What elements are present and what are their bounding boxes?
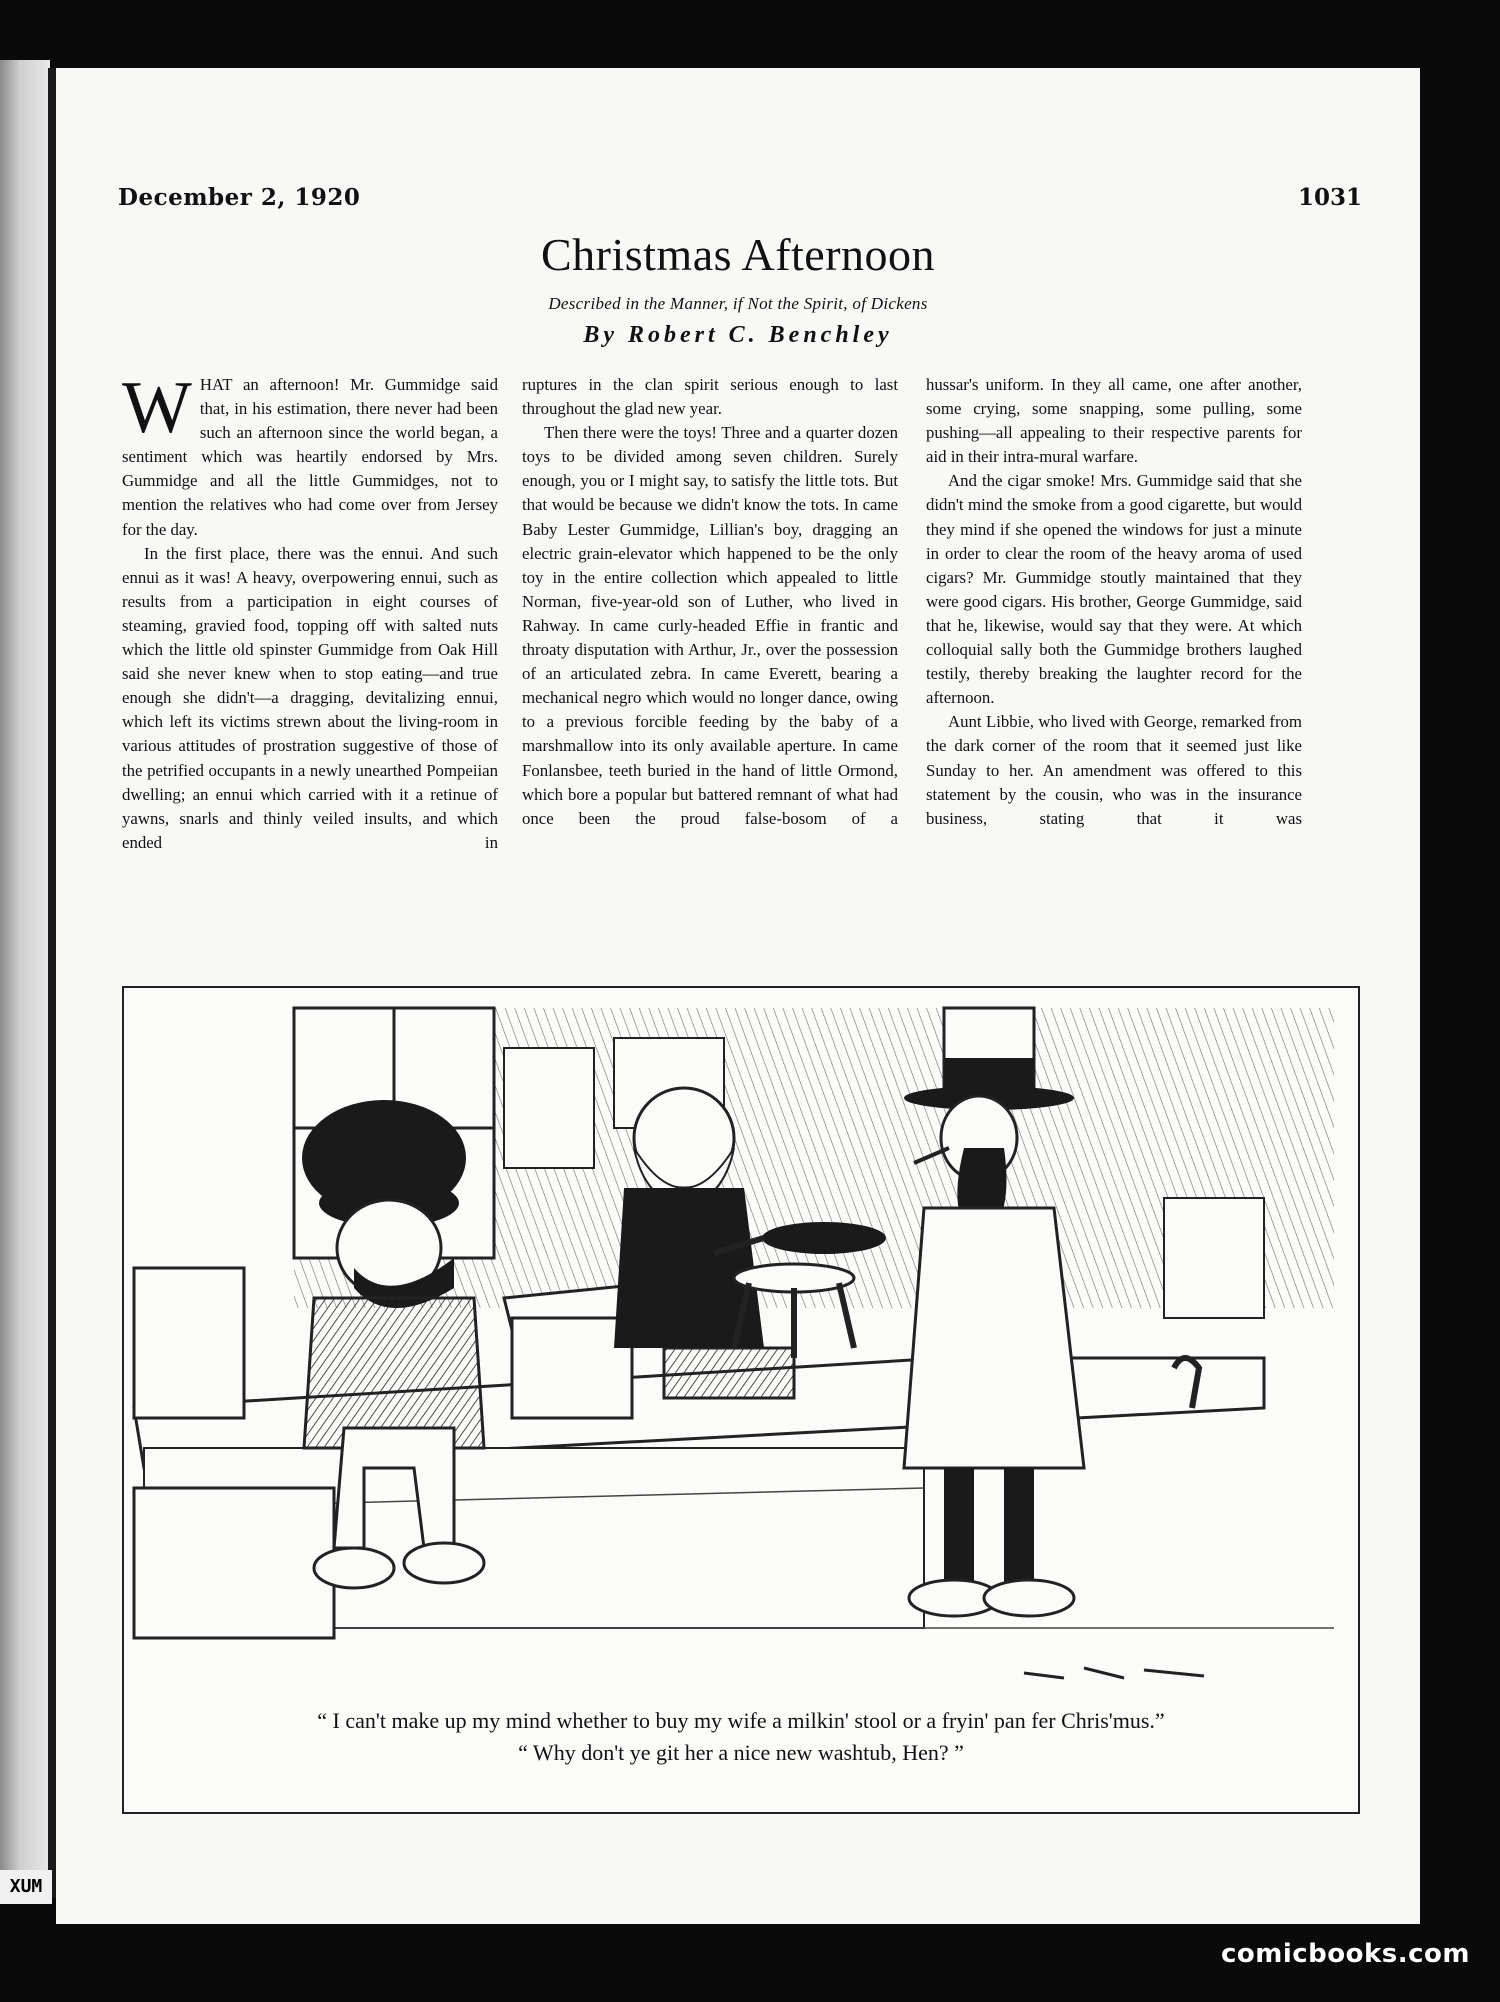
text-column-1 [122, 367, 498, 855]
paragraph: ruptures in the clan spirit serious enough to last throughout the glad new year. [522, 375, 898, 419]
site-watermark: comicbooks.com [1220, 1939, 1470, 1969]
paragraph: HAT an afternoon! Mr. Gummidge said that, in his estimation, there never had been such an afternoon since the world began, a sentiment which was heartily endorsed by Mrs. Gummidge and all the little Gummidges, not to mention the relatives who had come over from Jersey for the day. [122, 375, 498, 539]
standing-man-coat [904, 1208, 1084, 1468]
running-head [118, 184, 1362, 224]
frying-pan [762, 1222, 886, 1254]
article-subtitle: Described in the Manner, if Not the Spirit, of Dickens [548, 294, 928, 313]
article-byline: By Robert C. Benchley [583, 322, 893, 348]
paragraph: Aunt Libbie, who lived with George, remarked from the dark corner of the room that it seemed just like Sunday to her. An amendment was offered to this statement by the cousin, who was in the insurance business, stating that it was [926, 712, 1302, 828]
text-column-3 [926, 373, 1302, 831]
milking-stool [734, 1264, 854, 1292]
cartoon-illustration [122, 986, 1360, 1814]
paragraph: And the cigar smoke! Mrs. Gummidge said that she didn't mind the smoke from a good cigarette, but would they mind if she opened the windows for just a minute in order to clear the room of the heavy aroma of used cigars? Mr. Gummidge stoutly maintained that they were good cigars. His brother, George Gummidge, said that he, likewise, would say that they were. At which colloquial sally both the Gummidge brothers laughed testily, thereby breaking the laughter record for the afternoon. [926, 471, 1302, 708]
page-gutter-shadow [48, 68, 56, 1898]
issue-date: December 2, 1920 [118, 184, 361, 211]
paragraph: hussar's uniform. In they all came, one after another, some crying, some snapping, some pulling, some pushing—all appealing to their respective parents for aid in their intra-mural warfare. [926, 375, 1302, 467]
book-spine [0, 60, 50, 1900]
text-column-2 [522, 373, 898, 831]
cartoon-drawing [124, 988, 1358, 1708]
artist-signature [1024, 1668, 1204, 1678]
page-number: 1031 [1297, 184, 1362, 211]
shelf-boxes [504, 1048, 594, 1168]
paragraph: In the first place, there was the ennui. And such ennui as it was! A heavy, overpowering ennui, such as results from a participation in eight courses of steaming, gravied food, topping off with salted nuts which the little old spinster Gummidge from Oak Hill said she never knew when to stop eating—and true enough she didn't—a dragging, devitalizing ennui, which left its victims strewn about the living-room in various attitudes of prostration suggestive of those of the petrified occupants in a newly unearthed Pompeiian dwelling; an ennui which carried with it a retinue of yawns, snarls and thinly veiled insults, and which ended in [122, 543, 498, 852]
seated-man-coat [304, 1298, 484, 1448]
cartoon-caption-line-1: “ I can't make up my mind whether to buy my wife a milkin' stool or a fryin' pan fer Chris'mus.” [317, 1708, 1165, 1733]
scan-corner-tag: XUM [0, 1870, 52, 1904]
drop-cap: W [122, 367, 192, 449]
paragraph: Then there were the toys! Three and a quarter dozen toys to be divided among seven children. Surely enough, you or I might say, to satisfy the little tots. But that would be because we didn't know the tots. In came Baby Lester Gummidge, Lillian's boy, dragging an electric grain-elevator which happened to be the only toy in the entire collection which appealed to little Norman, five-year-old son of Luther, who lived in Rahway. In came curly-headed Effie in frantic and throaty disputation with Arthur, Jr., over the possession of an articulated zebra. In came Everett, bearing a mechanical negro which would no longer dance, owing to a previous forcible feeding by the baby of a marshmallow into its only available aperture. In came Fonlansbee, teeth buried in the hand of little Ormond, which bore a popular but battered remnant of what had once been the proud false-bosom of a [522, 423, 898, 828]
left-crate [134, 1268, 244, 1418]
washtub-box [664, 1348, 794, 1398]
cartoon-caption-line-2: “ Why don't ye git her a nice new washtub, Hen? ” [518, 1740, 964, 1765]
back-crates [1164, 1198, 1264, 1318]
front-crate [134, 1488, 334, 1638]
article-title: Christmas Afternoon [540, 229, 936, 280]
magazine-page [56, 68, 1420, 1924]
